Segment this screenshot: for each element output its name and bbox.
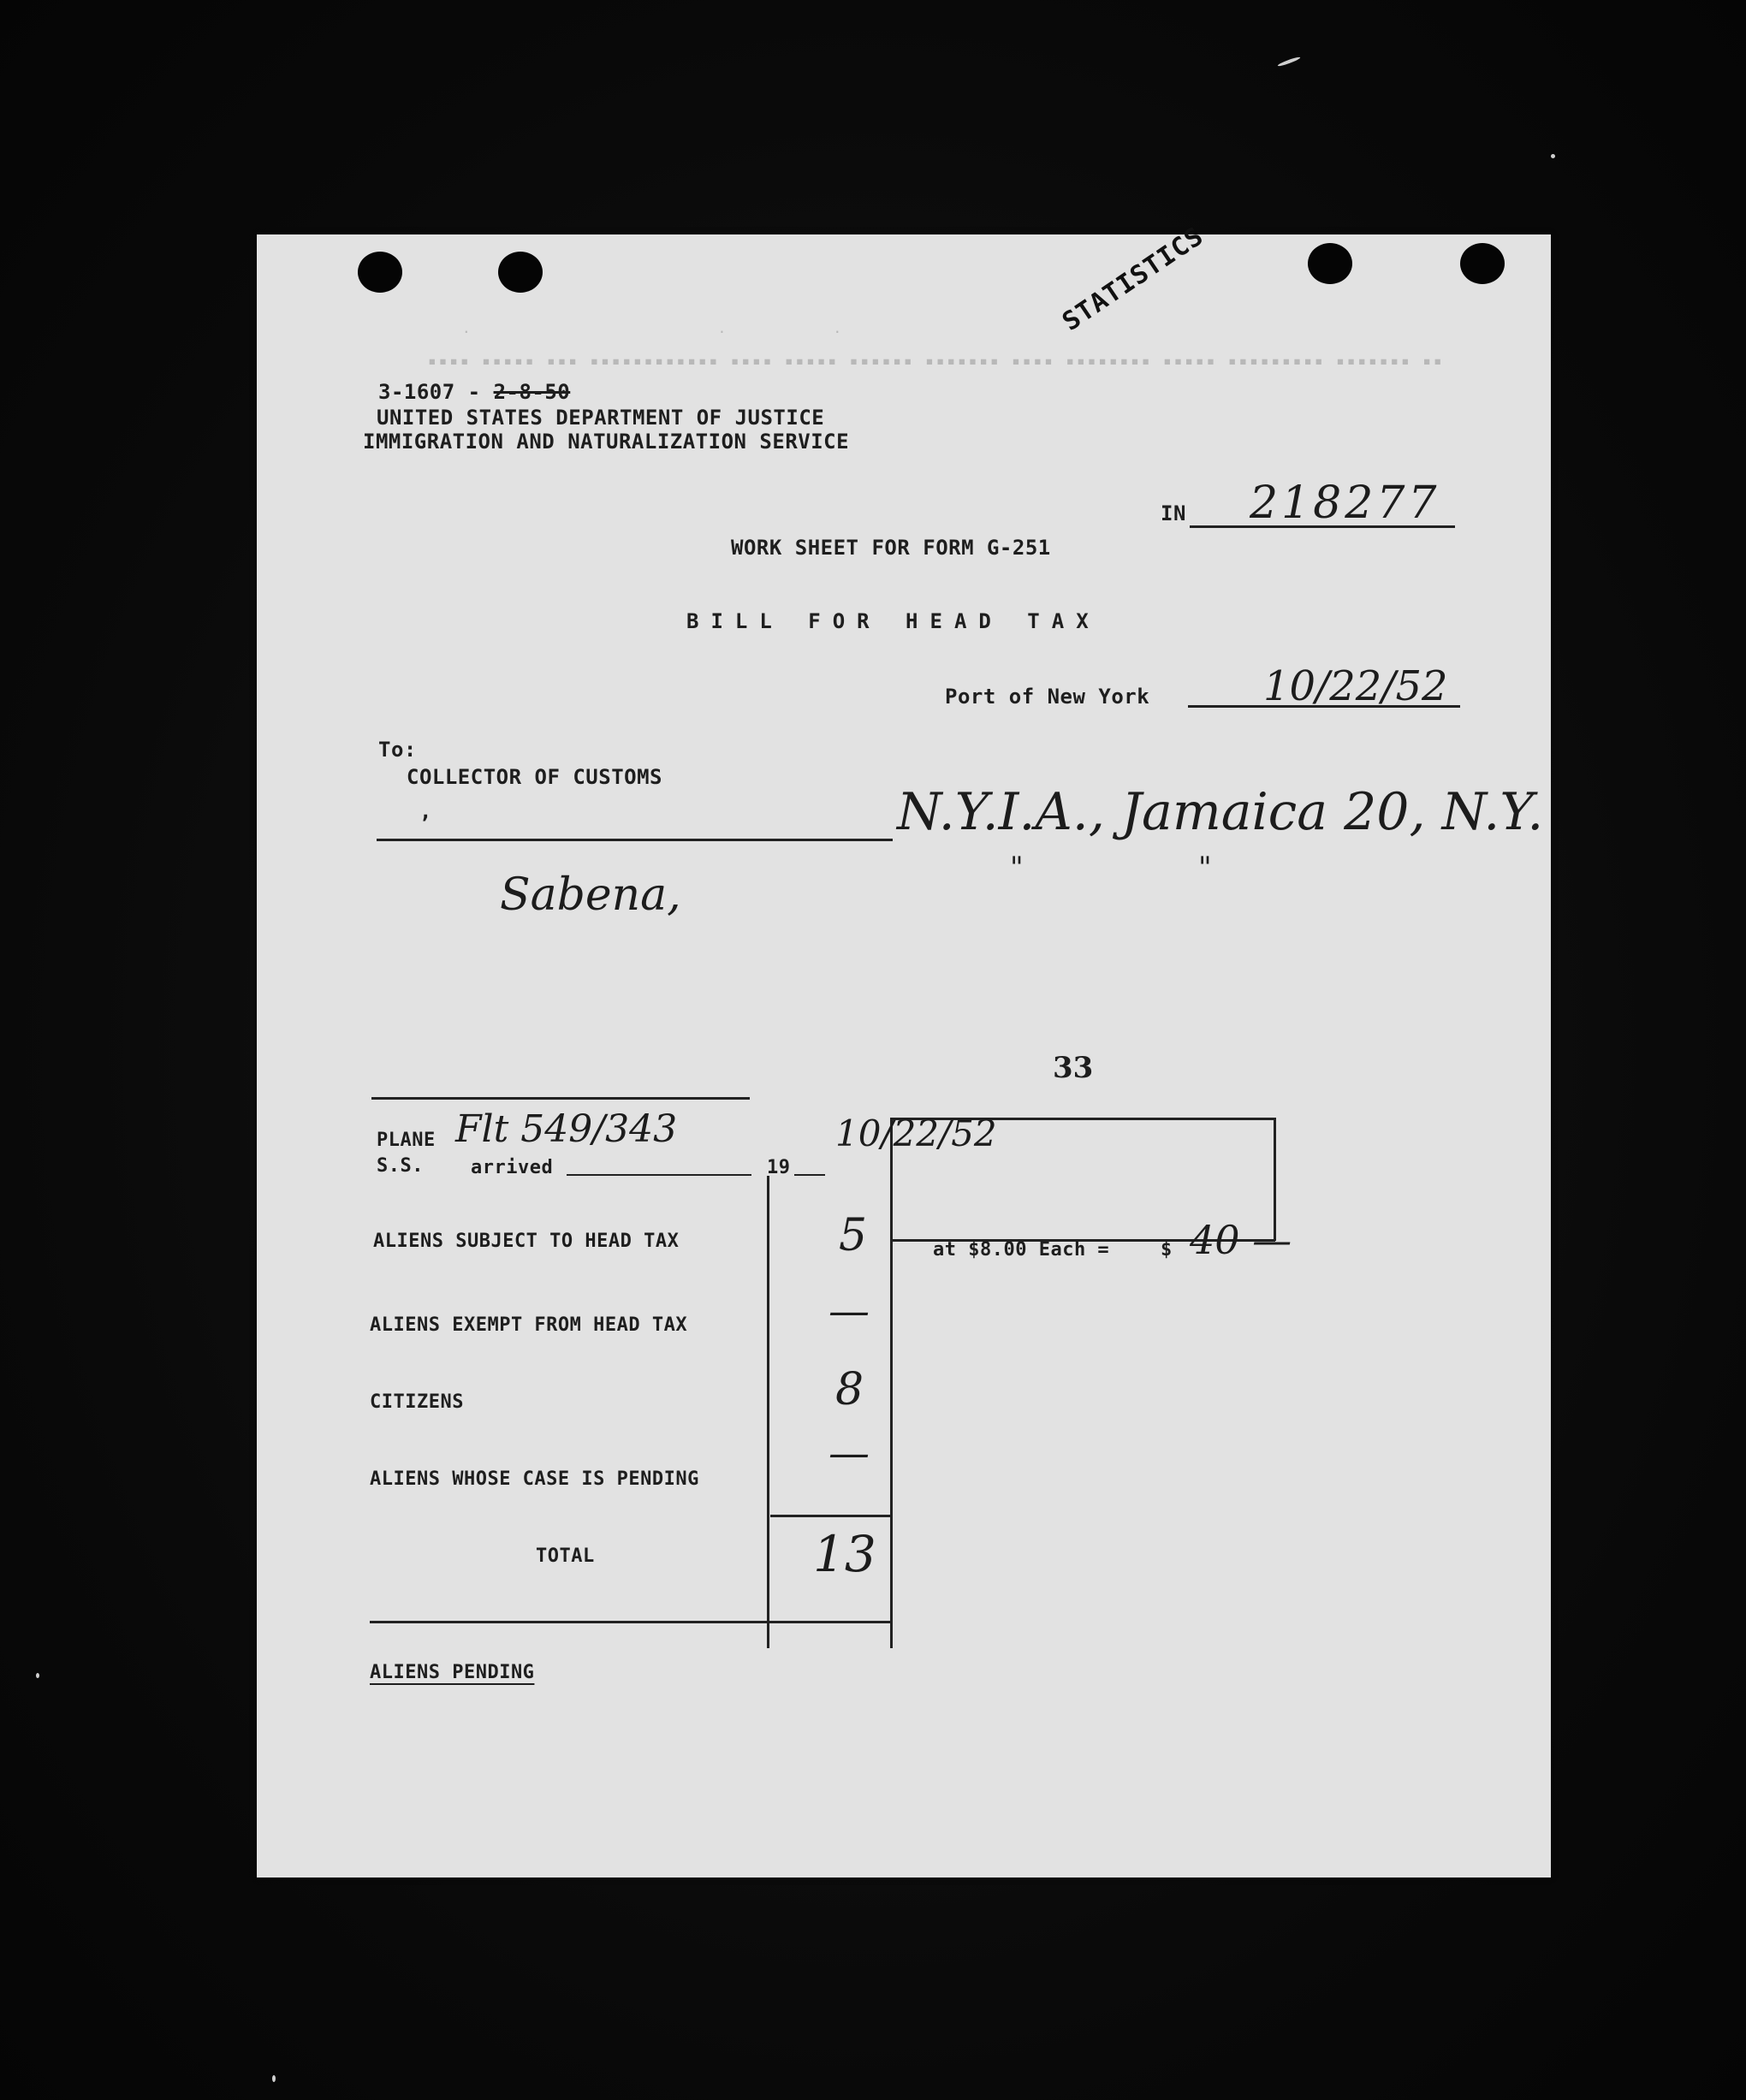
total-value: 13 <box>813 1525 876 1583</box>
arrival-date: 10/22/52 <box>835 1112 997 1154</box>
table-top-rule <box>371 1097 750 1100</box>
punch-hole <box>358 252 402 293</box>
form-number-line <box>378 380 570 404</box>
plane-label: PLANE <box>377 1130 436 1151</box>
collector-location: N.Y.I.A., Jamaica 20, N.Y. <box>897 782 1544 842</box>
statistics-stamp: STATISTICS <box>1057 221 1209 338</box>
bill-title: BILL FOR HEAD TAX <box>686 609 1101 633</box>
row-citizens-label: CITIZENS <box>370 1391 464 1413</box>
row-pending-label: ALIENS WHOSE CASE IS PENDING <box>370 1468 699 1490</box>
arrived-line <box>567 1174 751 1176</box>
document-sheet: . . . ▪▪▪▪ ▪▪▪▪▪ ▪▪▪ ▪▪▪▪▪▪▪▪▪▪▪▪ ▪▪▪▪ ▪▪▪▪▪ ▪▪▪▪▪▪ ▪▪▪▪▪▪▪ ▪▪▪▪ ▪▪▪▪▪▪▪▪ ▪▪▪▪▪ ▪▪▪▪▪▪▪▪▪ ▪▪▪▪▪▪▪ ▪▪ 3-1607 - 2-8-50 UNITED STATES DEPARTMENT OF JUSTICE IMMIGRATION AND NATURALIZATION SERVICE STATISTICS IN 218277 WORK SHEET FOR FORM G-251 BILL FOR HEAD TAX Port of New York 10/22/52 To: COLLECTOR OF CUSTOMS , N.Y.I.A., Jamaica 20, N.Y. " " Sabena, 33 PLANE Flt 549/343 10/22/52 S.S. arrived 19 ALIENS SUBJECT TO HEAD TAX 5 at $8.00 Each = $ 40 — ALIENS EXEMPT FROM HEAD TAX — CITIZENS 8 ALIENS WHOSE CASE IS PENDING — TOTAL 13 ALIENS PENDING <box>257 234 1551 1878</box>
carrier-name: Sabena, <box>500 869 681 921</box>
year-prefix: 19 <box>767 1157 791 1178</box>
port-date: 10/22/52 <box>1263 662 1448 710</box>
table-bottom-rule <box>370 1621 892 1623</box>
row-pending-value: — <box>828 1429 870 1477</box>
dust-mark <box>272 2075 276 2082</box>
form-number: 3-1607 <box>378 380 455 404</box>
form-dash: - <box>467 380 481 404</box>
flight-number: Flt 549/343 <box>455 1107 678 1151</box>
ditto-mark-2: " <box>1198 851 1212 885</box>
port-label: Port of New York <box>945 685 1150 709</box>
punch-hole <box>498 252 543 293</box>
row-exempt-label: ALIENS EXEMPT FROM HEAD TAX <box>370 1314 688 1336</box>
file-number: 218277 <box>1250 478 1440 529</box>
row-citizens-value: 8 <box>835 1364 864 1415</box>
dust-mark <box>1551 154 1555 158</box>
comma-mark: , <box>419 799 432 823</box>
total-top-rule <box>770 1515 892 1517</box>
arrived-label: arrived <box>471 1157 554 1178</box>
row-exempt-value: — <box>828 1287 870 1335</box>
service-name: IMMIGRATION AND NATURALIZATION SERVICE <box>363 430 850 454</box>
worksheet-title: WORK SHEET FOR FORM G-251 <box>731 536 1051 560</box>
address-line <box>377 839 893 841</box>
punch-hole <box>1460 243 1505 284</box>
form-revision: 2-8-50 <box>493 380 571 404</box>
row-subject-value: 5 <box>839 1210 868 1261</box>
department-name: UNITED STATES DEPARTMENT OF JUSTICE <box>377 406 825 430</box>
punch-hole <box>1308 243 1352 284</box>
file-label: IN <box>1161 501 1186 525</box>
year-line <box>794 1174 825 1176</box>
ss-label: S.S. <box>377 1155 424 1177</box>
value-column-left <box>767 1176 769 1648</box>
aliens-pending-heading: ALIENS PENDING <box>370 1662 535 1683</box>
ditto-mark-1: " <box>1010 851 1024 885</box>
page-number: 33 <box>1053 1051 1094 1085</box>
dollar-sign: $ <box>1161 1239 1173 1261</box>
row-subject-label: ALIENS SUBJECT TO HEAD TAX <box>373 1231 680 1252</box>
to-label: To: <box>378 738 417 762</box>
dust-mark <box>36 1673 39 1678</box>
total-label: TOTAL <box>536 1545 595 1567</box>
tax-amount: 40 — <box>1190 1217 1292 1263</box>
collector-label: COLLECTOR OF CUSTOMS <box>407 765 662 789</box>
table-right-border <box>890 1118 893 1648</box>
rate-text: at $8.00 Each = <box>933 1239 1110 1261</box>
